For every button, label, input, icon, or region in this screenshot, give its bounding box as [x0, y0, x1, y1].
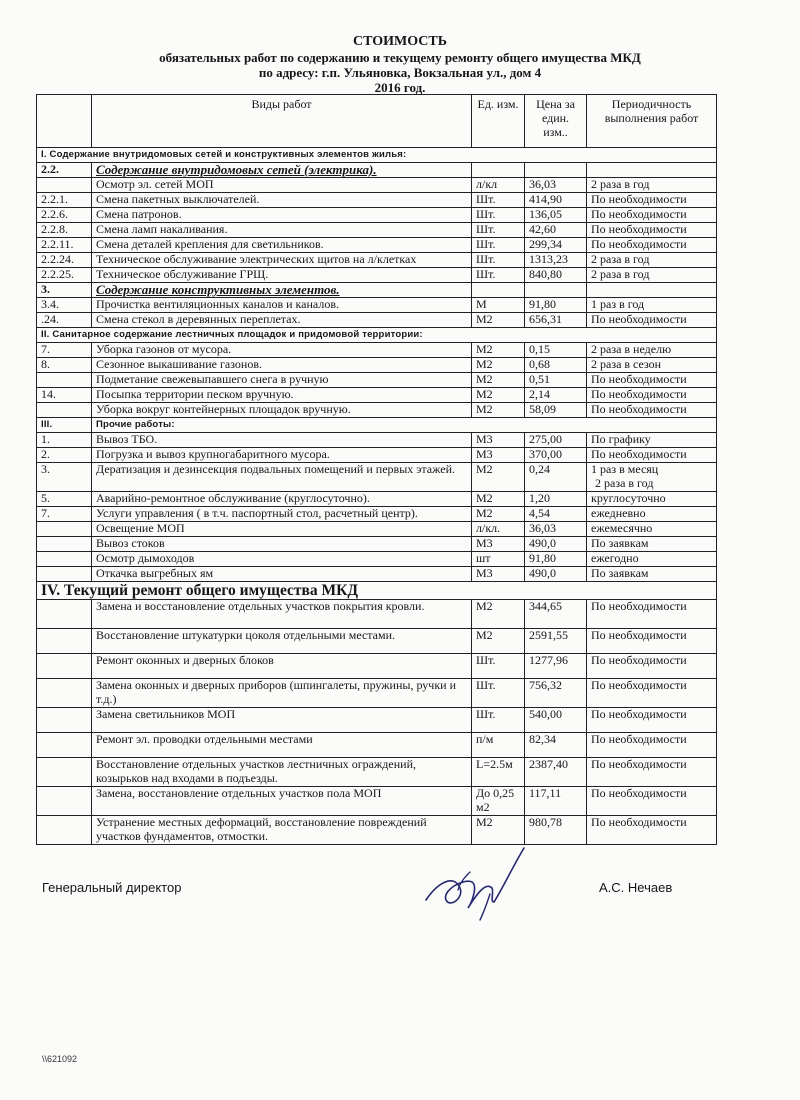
price-cell: 0,68: [525, 358, 587, 373]
item-number: 7.: [37, 343, 92, 358]
document-title: СТОИМОСТЬ: [352, 34, 448, 49]
period-text: По необходимости: [591, 447, 687, 461]
section-number: III.: [37, 418, 92, 433]
period-text: По необходимости: [591, 312, 687, 326]
unit-cell: М2: [472, 358, 525, 373]
item-number: [37, 537, 92, 552]
table-row: [37, 733, 717, 758]
table-row: [37, 654, 717, 679]
price-cell: 0,15: [525, 343, 587, 358]
price-cell: 91,80: [525, 552, 587, 567]
item-number: 2.2.11.: [37, 238, 92, 253]
price-cell: 0,51: [525, 373, 587, 388]
period-text: По графику: [591, 432, 651, 446]
item-number: 2.2.25.: [37, 268, 92, 283]
period-text: По заявкам: [591, 566, 649, 580]
period-cell: [587, 552, 717, 567]
work-name: Восстановление отдельных участков лестничных ограждений, козырьков над входами в подъезды.: [92, 758, 472, 787]
work-name: Дератизация и дезинсекция подвальных помещений и первых этажей.: [92, 463, 472, 492]
header-cell-work-type: Виды работ: [92, 95, 472, 148]
document-subtitle-line-1: обязательных работ по содержанию и текущему ремонту общего имущества МКД: [159, 50, 641, 65]
price-cell: 0,24: [525, 463, 587, 492]
period-text-secondary: 2 раза в год: [595, 475, 654, 490]
period-cell: [587, 253, 717, 268]
table-row: [37, 522, 717, 537]
period-cell: [587, 733, 717, 758]
period-text: По необходимости: [591, 815, 687, 829]
unit-cell: Шт.: [472, 238, 525, 253]
section-header-row: [37, 582, 717, 600]
table-row: [37, 253, 717, 268]
period-cell: [587, 358, 717, 373]
signature-image: [420, 842, 530, 922]
unit-cell: М3: [472, 567, 525, 582]
document-number: \\621092: [42, 1054, 78, 1064]
table-row: [37, 507, 717, 522]
document-header: [0, 33, 800, 95]
work-name: Подметание свежевыпавшего снега в ручную: [92, 373, 472, 388]
subsection-number: 3.: [37, 283, 92, 298]
period-text: По необходимости: [591, 207, 687, 221]
unit-cell: М2: [472, 600, 525, 629]
signer-name: А.С. Нечаев: [599, 880, 673, 895]
item-number: 3.: [37, 463, 92, 492]
unit-cell: [472, 283, 525, 298]
table-row: [37, 537, 717, 552]
table-row: [37, 373, 717, 388]
period-cell: [587, 787, 717, 816]
item-number: 14.: [37, 388, 92, 403]
unit-cell: До 0,25 м2: [472, 787, 525, 816]
price-cell: 2591,55: [525, 629, 587, 654]
period-text: По необходимости: [591, 387, 687, 401]
price-cell: 840,80: [525, 268, 587, 283]
document-year: 2016 год.: [374, 80, 426, 95]
unit-cell: М3: [472, 433, 525, 448]
section-header-row: [37, 148, 717, 163]
item-number: 5.: [37, 492, 92, 507]
table-row: [37, 238, 717, 253]
works-table-body: [37, 95, 717, 845]
header-cell-price: Цена за един. изм..: [525, 95, 587, 148]
table-row: [37, 433, 717, 448]
period-text: 2 раза в год: [591, 252, 650, 266]
work-name: Ремонт оконных и дверных блоков: [92, 654, 472, 679]
table-row: [37, 223, 717, 238]
table-row: [37, 492, 717, 507]
unit-cell: М2: [472, 373, 525, 388]
table-header-row: [37, 95, 717, 148]
header-cell-unit: Ед. изм.: [472, 95, 525, 148]
unit-cell: Шт.: [472, 208, 525, 223]
unit-cell: М2: [472, 816, 525, 845]
work-name: Освещение МОП: [92, 522, 472, 537]
item-number: 3.4.: [37, 298, 92, 313]
item-number: 1.: [37, 433, 92, 448]
period-text: круглосуточно: [591, 491, 666, 505]
period-cell: [587, 223, 717, 238]
work-name: Техническое обслуживание ГРЩ.: [92, 268, 472, 283]
table-row: [37, 816, 717, 845]
section-header-row: [37, 418, 717, 433]
unit-cell: М2: [472, 388, 525, 403]
work-name: Посыпка территории песком вручную.: [92, 388, 472, 403]
price-cell: 344,65: [525, 600, 587, 629]
unit-cell: Шт.: [472, 679, 525, 708]
unit-cell: М2: [472, 343, 525, 358]
item-number: [37, 787, 92, 816]
item-number: [37, 403, 92, 418]
unit-cell: М2: [472, 463, 525, 492]
period-text: 2 раза в год: [591, 177, 650, 191]
subsection-title: Содержание внутридомовых сетей (электрика).: [92, 163, 472, 178]
period-cell: [587, 163, 717, 178]
table-row: [37, 388, 717, 403]
price-cell: 299,34: [525, 238, 587, 253]
period-cell: [587, 343, 717, 358]
work-name: Смена пакетных выключателей.: [92, 193, 472, 208]
period-cell: [587, 758, 717, 787]
price-cell: [525, 163, 587, 178]
period-cell: [587, 629, 717, 654]
price-cell: 1313,23: [525, 253, 587, 268]
item-number: [37, 654, 92, 679]
section-header-row: [37, 328, 717, 343]
item-number: [37, 552, 92, 567]
work-name: Сезонное выкашивание газонов.: [92, 358, 472, 373]
table-row: [37, 787, 717, 816]
price-cell: 1277,96: [525, 654, 587, 679]
period-text: ежегодно: [591, 551, 639, 565]
period-text: По заявкам: [591, 536, 649, 550]
item-number: 2.2.1.: [37, 193, 92, 208]
period-cell: [587, 537, 717, 552]
price-cell: [525, 283, 587, 298]
period-cell: [587, 388, 717, 403]
item-number: 2.: [37, 448, 92, 463]
item-number: 7.: [37, 507, 92, 522]
period-text: 1 раз в месяц: [591, 462, 659, 476]
period-text: По необходимости: [591, 653, 687, 667]
item-number: [37, 567, 92, 582]
unit-cell: Шт.: [472, 193, 525, 208]
price-cell: 2387,40: [525, 758, 587, 787]
item-number: [37, 600, 92, 629]
table-row: [37, 403, 717, 418]
unit-cell: М3: [472, 448, 525, 463]
price-cell: 540,00: [525, 708, 587, 733]
header-cell-number: [37, 95, 92, 148]
period-text: По необходимости: [591, 786, 687, 800]
work-name: Замена, восстановление отдельных участков пола МОП: [92, 787, 472, 816]
unit-cell: М2: [472, 403, 525, 418]
work-name: Уборка вокруг контейнерных площадок вручную.: [92, 403, 472, 418]
period-text: ежедневно: [591, 506, 646, 520]
item-number: 8.: [37, 358, 92, 373]
work-name: Смена деталей крепления для светильников.: [92, 238, 472, 253]
work-name: Смена ламп накаливания.: [92, 223, 472, 238]
table-row: [37, 463, 717, 492]
document-subtitle-line-2: по адресу: г.п. Ульяновка, Вокзальная ул., дом 4: [258, 65, 542, 80]
work-name: Вывоз стоков: [92, 537, 472, 552]
period-text: По необходимости: [591, 192, 687, 206]
period-cell: [587, 268, 717, 283]
section-title: II. Санитарное содержание лестничных площадок и придомовой территории:: [37, 328, 717, 343]
work-name: Осмотр эл. сетей МОП: [92, 178, 472, 193]
price-cell: 490,0: [525, 567, 587, 582]
period-text: По необходимости: [591, 707, 687, 721]
period-text: По необходимости: [591, 678, 687, 692]
unit-cell: [472, 163, 525, 178]
table-row: [37, 178, 717, 193]
work-name: Аварийно-ремонтное обслуживание (круглосуточно).: [92, 492, 472, 507]
work-name: Техническое обслуживание электрических щитов на л/клетках: [92, 253, 472, 268]
section-title: IV. Текущий ремонт общего имущества МКД: [37, 582, 717, 600]
item-number: 2.2.8.: [37, 223, 92, 238]
subsection-number: 2.2.: [37, 163, 92, 178]
item-number: [37, 679, 92, 708]
work-name: Восстановление штукатурки цоколя отдельными местами.: [92, 629, 472, 654]
header-cell-periodicity: Периодичность выполнения работ: [587, 95, 717, 148]
work-name: Смена стекол в деревянных переплетах.: [92, 313, 472, 328]
period-cell: [587, 448, 717, 463]
price-cell: 58,09: [525, 403, 587, 418]
table-row: [37, 629, 717, 654]
period-cell: [587, 298, 717, 313]
price-cell: 275,00: [525, 433, 587, 448]
item-number: [37, 522, 92, 537]
unit-cell: М2: [472, 629, 525, 654]
work-name: Прочистка вентиляционных каналов и каналов.: [92, 298, 472, 313]
unit-cell: Шт.: [472, 223, 525, 238]
unit-cell: шт: [472, 552, 525, 567]
price-cell: 4,54: [525, 507, 587, 522]
period-cell: [587, 403, 717, 418]
price-cell: 370,00: [525, 448, 587, 463]
period-text: По необходимости: [591, 757, 687, 771]
item-number: 2.2.24.: [37, 253, 92, 268]
price-cell: 91,80: [525, 298, 587, 313]
period-text: По необходимости: [591, 628, 687, 642]
period-text: По необходимости: [591, 732, 687, 746]
price-cell: 82,34: [525, 733, 587, 758]
period-cell: [587, 708, 717, 733]
unit-cell: Шт.: [472, 268, 525, 283]
item-number: [37, 629, 92, 654]
work-name: Замена светильников МОП: [92, 708, 472, 733]
work-name: Смена патронов.: [92, 208, 472, 223]
period-cell: [587, 373, 717, 388]
price-cell: 490,0: [525, 537, 587, 552]
period-cell: [587, 313, 717, 328]
item-number: [37, 733, 92, 758]
period-cell: [587, 433, 717, 448]
unit-cell: М2: [472, 313, 525, 328]
period-cell: [587, 600, 717, 629]
unit-cell: Шт.: [472, 253, 525, 268]
unit-cell: л/кл: [472, 178, 525, 193]
price-cell: 656,31: [525, 313, 587, 328]
work-name: Устранение местных деформаций, восстановление повреждений участков фундаментов, отмостки.: [92, 816, 472, 845]
table-row: [37, 600, 717, 629]
table-row: [37, 567, 717, 582]
period-text: По необходимости: [591, 372, 687, 386]
director-title: Генеральный директор: [42, 880, 182, 895]
price-cell: 2,14: [525, 388, 587, 403]
price-cell: 42,60: [525, 223, 587, 238]
work-name: Услуги управления ( в т.ч. паспортный стол, расчетный центр).: [92, 507, 472, 522]
unit-cell: М: [472, 298, 525, 313]
table-row: [37, 448, 717, 463]
table-row: [37, 358, 717, 373]
period-cell: [587, 208, 717, 223]
price-cell: 980,78: [525, 816, 587, 845]
period-cell: [587, 567, 717, 582]
period-cell: [587, 507, 717, 522]
price-cell: 756,32: [525, 679, 587, 708]
subsection-row: [37, 283, 717, 298]
period-cell: [587, 654, 717, 679]
work-name: Погрузка и вывоз крупногабаритного мусора.: [92, 448, 472, 463]
period-cell: [587, 238, 717, 253]
period-text: 2 раза в год: [591, 267, 650, 281]
period-cell: [587, 283, 717, 298]
price-cell: 117,11: [525, 787, 587, 816]
work-name: Уборка газонов от мусора.: [92, 343, 472, 358]
item-number: [37, 816, 92, 845]
table-row: [37, 193, 717, 208]
price-cell: 414,90: [525, 193, 587, 208]
table-row: [37, 552, 717, 567]
item-number: 2.2.6.: [37, 208, 92, 223]
period-text: По необходимости: [591, 237, 687, 251]
subsection-row: [37, 163, 717, 178]
item-number: [37, 758, 92, 787]
unit-cell: Шт.: [472, 708, 525, 733]
table-row: [37, 208, 717, 223]
item-number: [37, 178, 92, 193]
works-price-table: [36, 94, 717, 845]
work-name: Откачка выгребных ям: [92, 567, 472, 582]
unit-cell: М2: [472, 492, 525, 507]
work-name: Осмотр дымоходов: [92, 552, 472, 567]
period-cell: [587, 816, 717, 845]
table-row: [37, 679, 717, 708]
section-title: Прочие работы:: [92, 418, 717, 433]
table-row: [37, 758, 717, 787]
period-text: По необходимости: [591, 402, 687, 416]
table-row: [37, 708, 717, 733]
work-name: Ремонт эл. проводки отдельными местами: [92, 733, 472, 758]
period-cell: [587, 178, 717, 193]
unit-cell: п/м: [472, 733, 525, 758]
unit-cell: L=2.5м: [472, 758, 525, 787]
work-name: Замена оконных и дверных приборов (шпингалеты, пружины, ручки и т.д.): [92, 679, 472, 708]
period-text: 2 раза в сезон: [591, 357, 662, 371]
period-text: По необходимости: [591, 222, 687, 236]
item-number: .24.: [37, 313, 92, 328]
price-cell: 136,05: [525, 208, 587, 223]
table-row: [37, 343, 717, 358]
subsection-title: Содержание конструктивных элементов.: [92, 283, 472, 298]
period-text: 1 раз в год: [591, 297, 645, 311]
period-cell: [587, 522, 717, 537]
item-number: [37, 373, 92, 388]
period-cell: [587, 193, 717, 208]
price-cell: 1,20: [525, 492, 587, 507]
period-text: 2 раза в неделю: [591, 342, 672, 356]
period-cell: [587, 492, 717, 507]
period-cell: [587, 679, 717, 708]
unit-cell: Шт.: [472, 654, 525, 679]
price-cell: 36,03: [525, 178, 587, 193]
work-name: Вывоз ТБО.: [92, 433, 472, 448]
unit-cell: М2: [472, 507, 525, 522]
item-number: [37, 708, 92, 733]
period-text: ежемесячно: [591, 521, 653, 535]
price-cell: 36,03: [525, 522, 587, 537]
period-text: По необходимости: [591, 599, 687, 613]
table-row: [37, 298, 717, 313]
section-title: I. Содержание внутридомовых сетей и конструктивных элементов жилья:: [37, 148, 717, 163]
table-row: [37, 268, 717, 283]
period-cell: [587, 463, 717, 492]
unit-cell: л/кл.: [472, 522, 525, 537]
unit-cell: М3: [472, 537, 525, 552]
table-row: [37, 313, 717, 328]
work-name: Замена и восстановление отдельных участков покрытия кровли.: [92, 600, 472, 629]
